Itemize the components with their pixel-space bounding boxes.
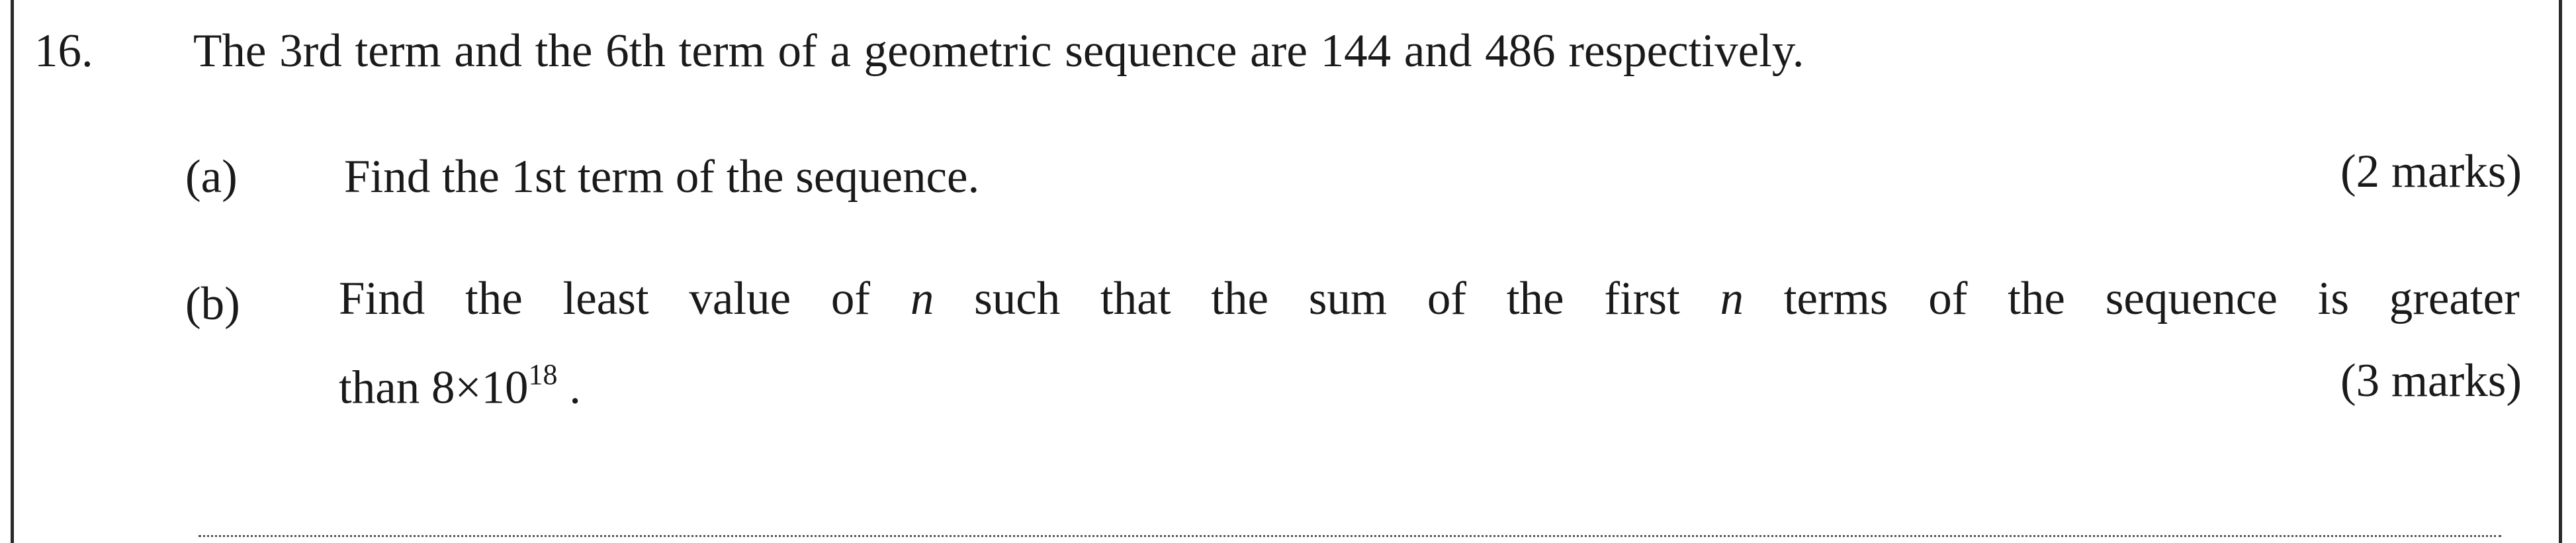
right-border	[2559, 0, 2562, 543]
word: value	[689, 273, 791, 324]
word: of	[1427, 273, 1467, 324]
word: the	[1506, 273, 1564, 324]
word: such	[974, 273, 1061, 324]
word: sum	[1308, 273, 1388, 324]
word: first	[1604, 273, 1680, 324]
word: sequence	[2105, 273, 2278, 324]
answer-line	[199, 535, 2501, 537]
part-a-label: (a)	[185, 151, 238, 203]
word: of	[1928, 273, 1968, 324]
part-b-line2-suffix: .	[557, 362, 582, 414]
variable-n: n	[1720, 273, 1744, 324]
question-stem: The 3rd term and the 6th term of a geometric sequence are 144 and 486 respectively.	[193, 25, 1804, 77]
left-border	[11, 0, 14, 543]
word: is	[2317, 273, 2349, 324]
part-b-marks: (3 marks)	[2340, 355, 2522, 407]
part-b-line1	[339, 275, 2520, 322]
word: least	[562, 273, 649, 324]
word: the	[2008, 273, 2065, 324]
part-a-marks: (2 marks)	[2340, 146, 2522, 197]
part-b-label: (b)	[185, 278, 240, 330]
question-number: 16.	[34, 25, 93, 77]
word: Find	[339, 273, 425, 324]
part-b-line2	[339, 358, 582, 414]
part-b-line2-prefix: than 8×10	[339, 362, 529, 414]
word: of	[830, 273, 871, 324]
part-a-text: Find the 1st term of the sequence.	[344, 151, 980, 203]
exponent: 18	[528, 358, 558, 391]
word: the	[1211, 273, 1268, 324]
word: greater	[2389, 273, 2520, 324]
word: the	[465, 273, 523, 324]
variable-n: n	[910, 273, 934, 324]
word: that	[1100, 273, 1171, 324]
word: terms	[1783, 273, 1888, 324]
